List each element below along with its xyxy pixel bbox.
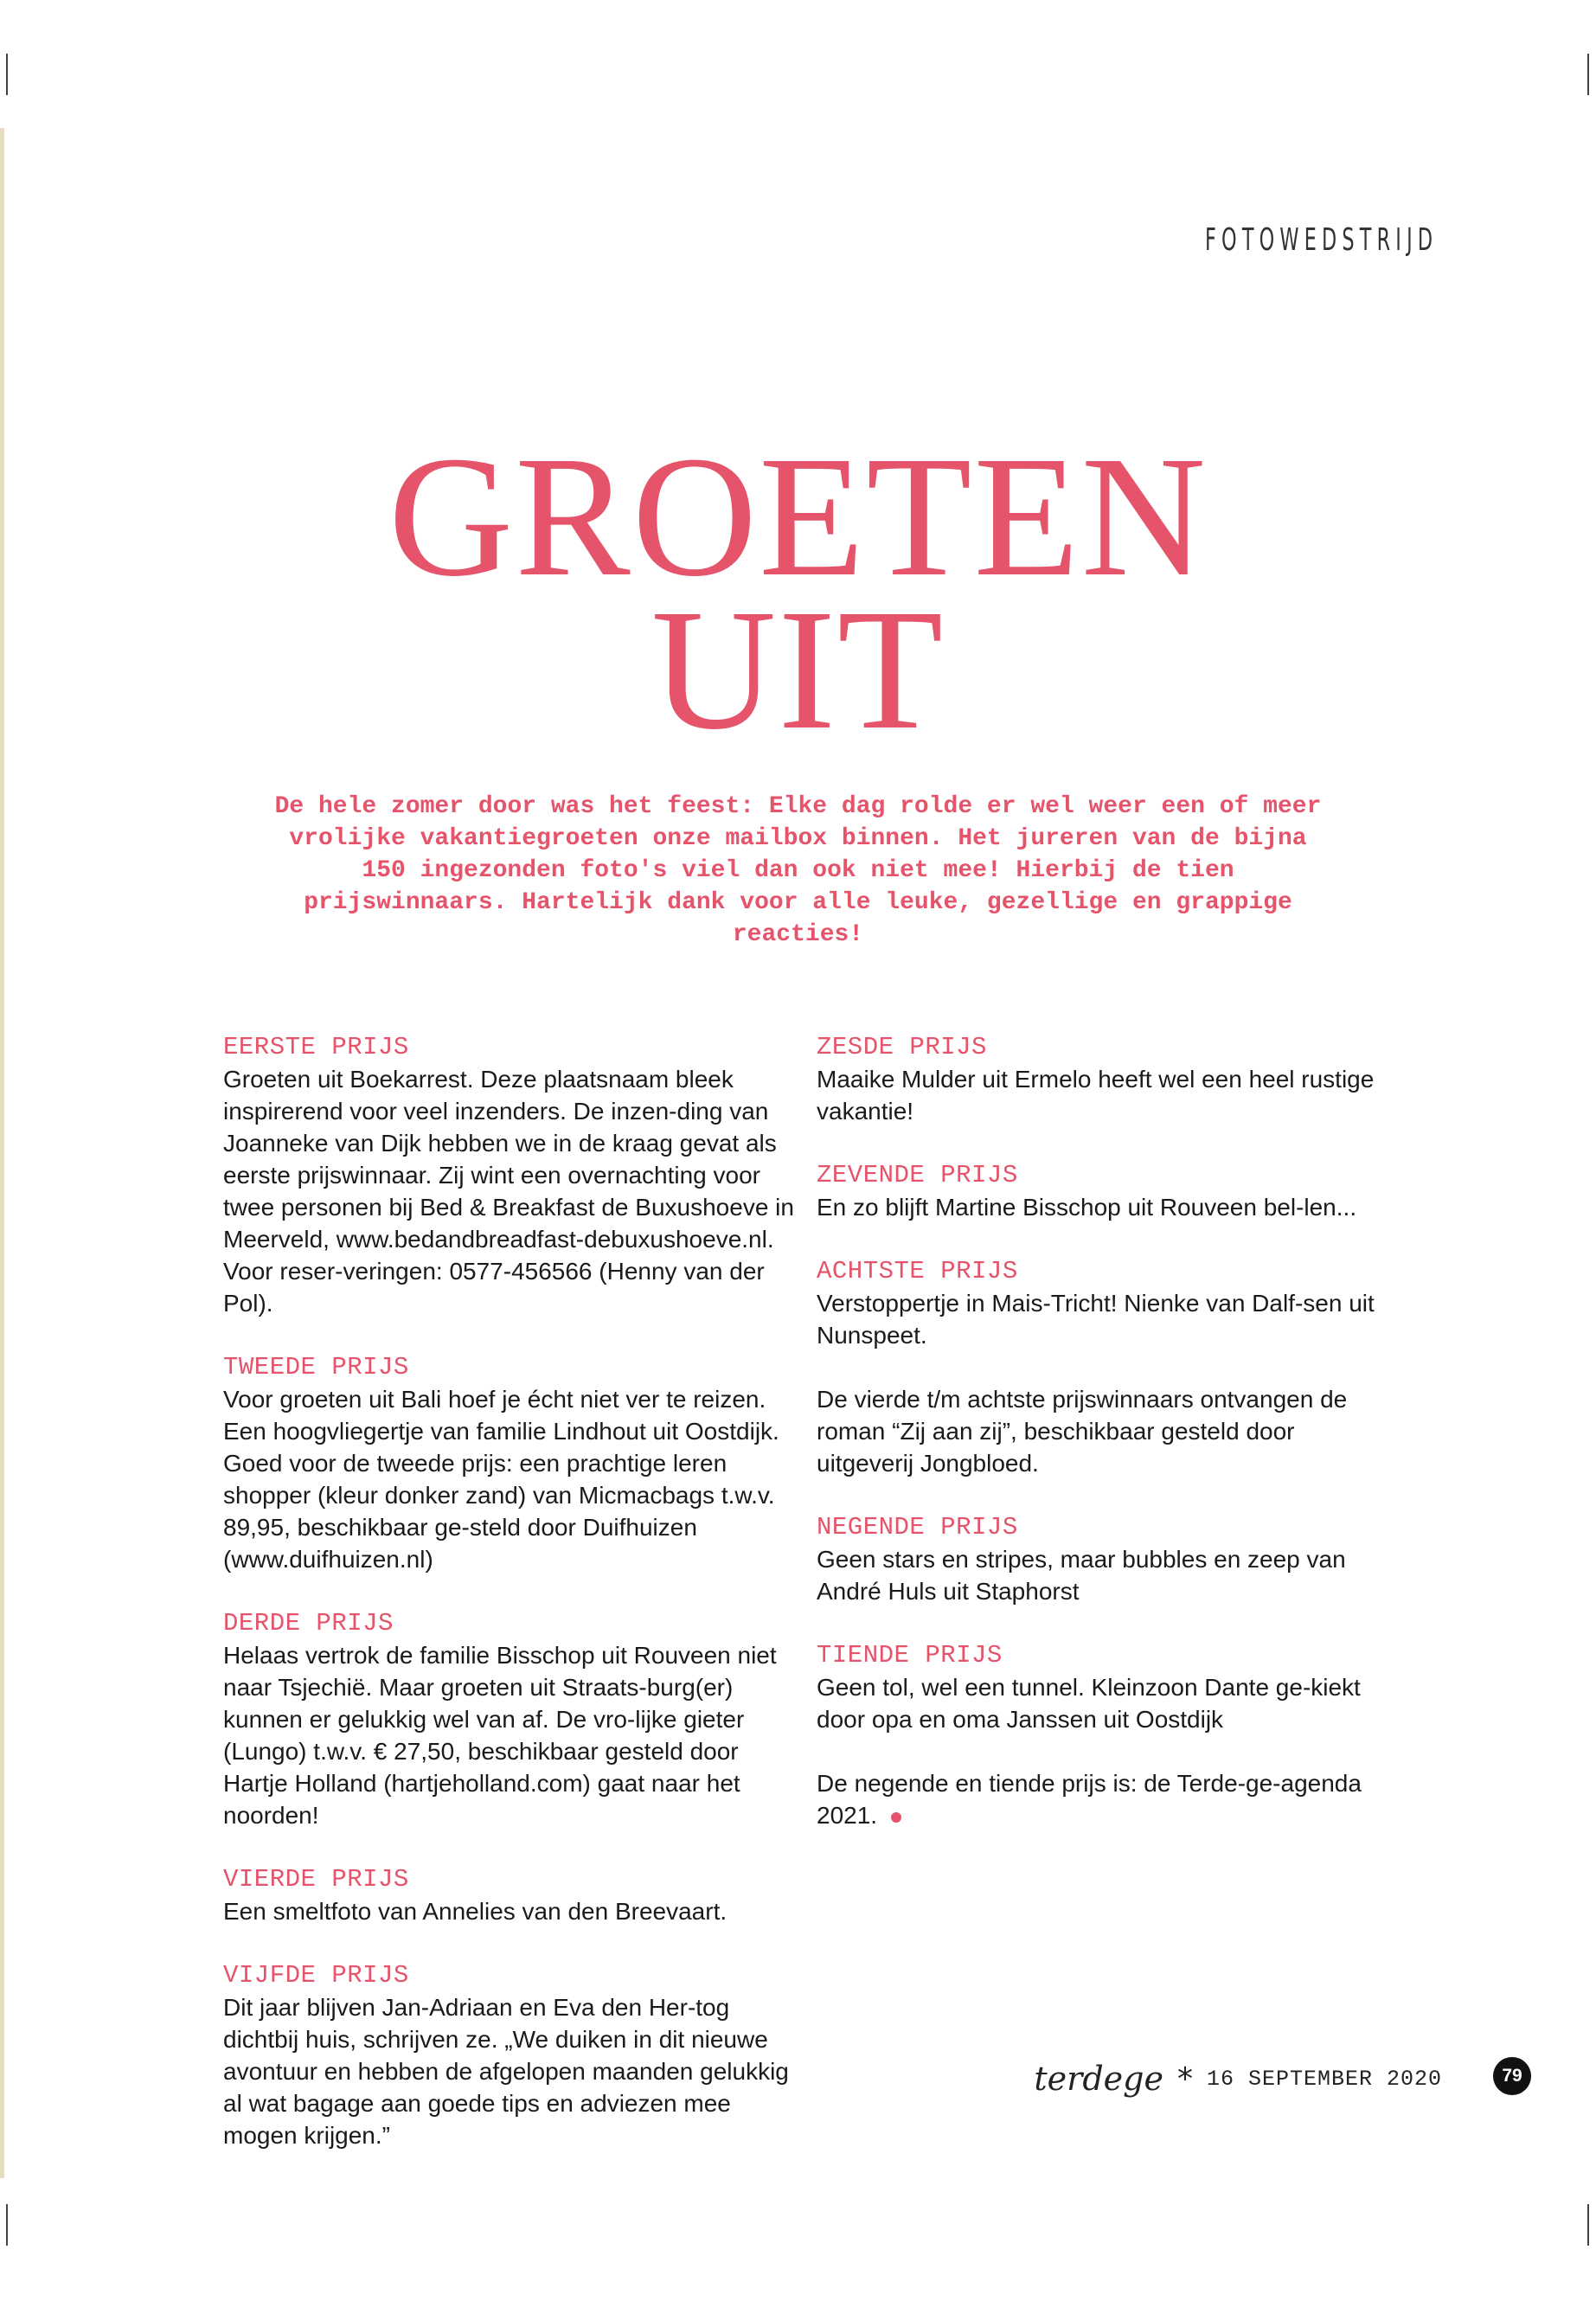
end-mark-dot-icon [891,1812,901,1823]
prize-heading: ZEVENDE PRIJS [817,1161,1018,1189]
page-footer [1034,2060,1442,2098]
asterisk-icon: * [1176,2061,1193,2097]
prize-heading: NEGENDE PRIJS [817,1513,1018,1541]
crop-mark [1587,2204,1589,2246]
prize-2 [223,1351,794,1575]
prize-text: Geen tol, wel een tunnel. Kleinzoon Dante ge-kiekt door opa en oma Janssen uit Oostdijk [817,1674,1361,1733]
prize-text: Helaas vertrok de familie Bisschop uit Rouveen niet naar Tsjechië. Maar groeten uit Straats-burg(er) kunnen er gelukkig wel van af. De vro-lijke gieter (Lungo) t.w.v. € 27,50, beschikbaar gesteld door Hartje Holland (hartjeholland.com) gaat naar het noorden! [223,1642,777,1829]
prize-heading: ZESDE PRIJS [817,1033,987,1061]
prize-4 [223,1863,794,1927]
prize-heading: DERDE PRIJS [223,1609,394,1638]
prize-text: Voor groeten uit Bali hoef je écht niet ver te reizen. Een hoogvliegertje van familie Lindhout uit Oostdijk. Goed voor de tweede prijs: een prachtige leren shopper (kleur donker zand) van Micmacbags t.w.v. 89,95, beschikbaar ge-steld door Duifhuizen (www.duifhuizen.nl) [223,1386,779,1573]
note-ninth-tenth [817,1767,1388,1831]
magazine-logo: terdege [1034,2060,1163,2098]
prize-text: Geen stars en stripes, maar bubbles en zeep van André Huls uit Staphorst [817,1546,1346,1605]
prize-3 [223,1607,794,1831]
prize-text: Dit jaar blijven Jan-Adriaan en Eva den Her-tog dichtbij huis, schrijven ze. „We duiken in dit nieuwe avontuur en hebben de afgelopen maanden gelukkig al wat bagage aan goede tips en adviezen mee mogen krijgen.” [223,1994,789,2149]
prize-text: Groeten uit Boekarrest. Deze plaatsnaam bleek inspirerend voor veel inzenders. De inzen-ding van Joanneke van Dijk hebben we in de kraag gevat als eerste prijswinnaar. Zij wint een overnachting voor twee personen bij Bed & Breakfast de Buxushoeve in Meerveld, www.bedandbreadfast-debuxushoeve.nl. Voor reser-veringen: 0577-456566 (Henny van der Pol). [223,1066,794,1317]
prize-heading: VIJFDE PRIJS [223,1961,409,1990]
prize-heading: ACHTSTE PRIJS [817,1257,1018,1285]
prize-7 [817,1159,1388,1223]
crop-mark [6,2204,8,2246]
prize-heading: TWEEDE PRIJS [223,1353,409,1381]
prize-8 [817,1255,1388,1351]
crop-mark [1587,54,1589,95]
prize-text: Een smeltfoto van Annelies van den Breevaart. [223,1898,727,1925]
note-ninth-tenth-text: De negende en tiende prijs is: de Terde-ge-agenda 2021. [817,1770,1362,1829]
prize-6 [817,1031,1388,1127]
section-label: FOTOWEDSTRIJD [1204,222,1438,258]
intro-paragraph: De hele zomer door was het feest: Elke dag rolde er wel weer een of meer vrolijke vakantiegroeten onze mailbox binnen. Het jureren van de bijna 150 ingezonden foto's viel dan ook niet mee! Hierbij de tien prijswinnaars. Hartelijk dank voor alle leuke, gezellige en grappige reacties! [274,793,1322,948]
note-fourth-to-eighth: De vierde t/m achtste prijswinnaars ontvangen de roman “Zij aan zij”, beschikbaar gesteld door uitgeverij Jongbloed. [817,1386,1348,1477]
prize-5 [223,1959,794,2151]
issue-date: 16 SEPTEMBER 2020 [1206,2066,1442,2092]
prize-1 [223,1031,794,1319]
headline-line-1: GROETEN [388,421,1208,612]
prize-text: En zo blijft Martine Bisschop uit Rouveen bel-len... [817,1194,1357,1221]
right-column [817,1031,1388,1863]
prize-9 [817,1511,1388,1607]
headline-line-2: UIT [651,574,945,766]
prize-text: Verstoppertje in Mais-Tricht! Nienke van Dalf-sen uit Nunspeet. [817,1290,1375,1349]
prize-heading: TIENDE PRIJS [817,1641,1003,1670]
crop-mark [6,54,8,95]
prize-10 [817,1639,1388,1735]
prize-heading: VIERDE PRIJS [223,1865,409,1894]
prize-heading: EERSTE PRIJS [223,1033,409,1061]
left-column [223,1031,794,2183]
page-number: 79 [1493,2057,1531,2095]
prize-text: Maaike Mulder uit Ermelo heeft wel een heel rustige vakantie! [817,1066,1375,1125]
